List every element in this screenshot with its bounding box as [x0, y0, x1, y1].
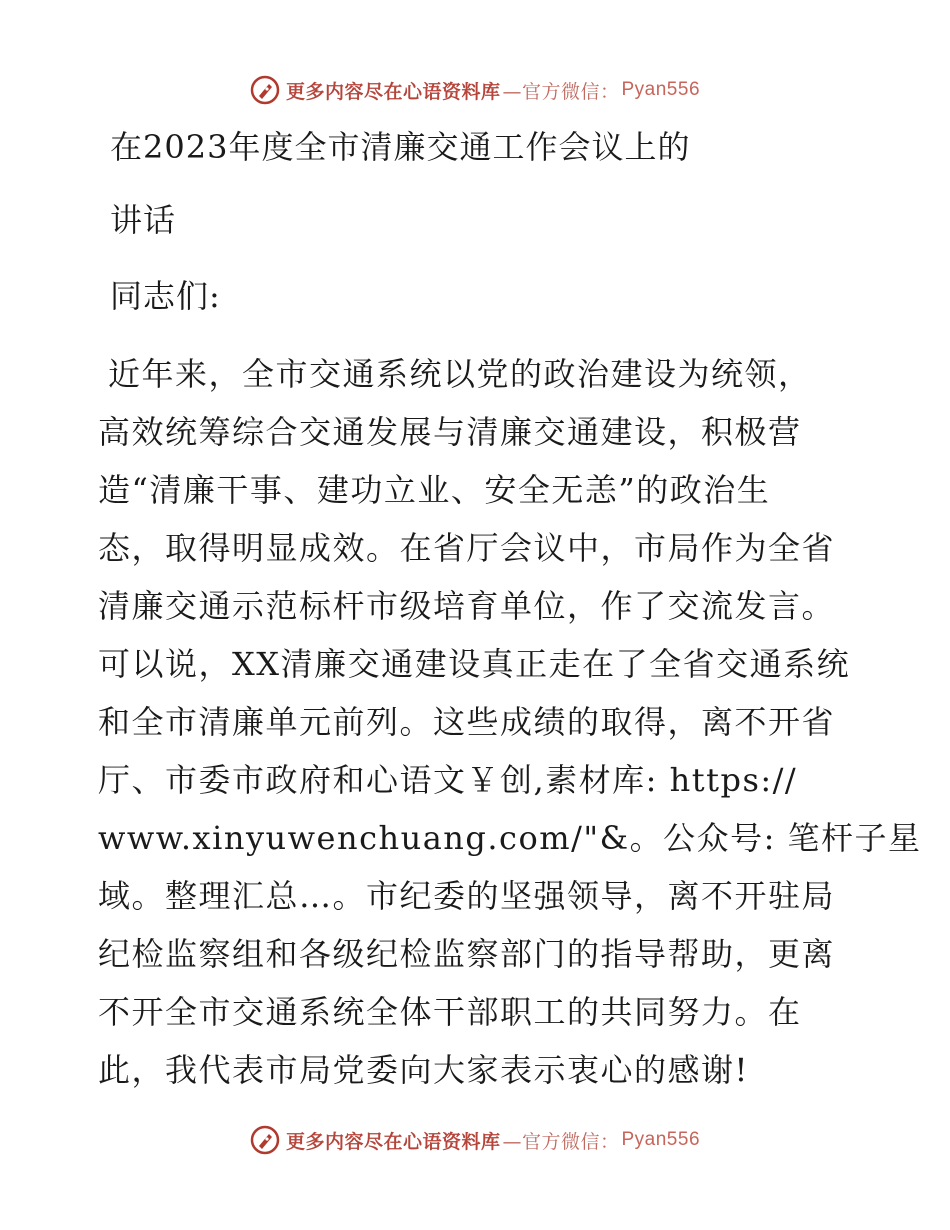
body-line: 不开全市交通系统全体干部职工的共同努力。在 [98, 993, 802, 1031]
body-line: 和全市清廉单元前列。这些成绩的取得，离不开省 [98, 703, 836, 741]
salutation: 同志们: [110, 277, 221, 315]
banner-wechat-id: Pyan556 [621, 1129, 701, 1150]
banner-brand-text: 更多内容尽在心语资料库 [285, 1130, 501, 1153]
banner-official-label: —官方微信： [502, 80, 620, 103]
body-line: 高效统筹综合交通发展与清廉交通建设，积极营 [98, 413, 802, 451]
footer-watermark-banner [0, 1120, 950, 1160]
body-line: 纪检监察组和各级纪检监察部门的指导帮助，更离 [98, 935, 836, 973]
document-title-line-1: 在2023年度全市清廉交通工作会议上的 [110, 128, 691, 166]
body-line: www.xinyuwenchuang.com/"&。公众号: 笔杆子星 [98, 819, 922, 857]
banner-wechat-id: Pyan556 [621, 79, 701, 100]
header-watermark-banner [0, 70, 950, 110]
body-line: 可以说，XX清廉交通建设真正走在了全省交通系统 [98, 645, 851, 683]
document-title-line-2: 讲话 [110, 201, 177, 239]
banner-official-label: —官方微信： [502, 1130, 620, 1153]
body-line: 造“清廉干事、建功立业、安全无恙”的政治生 [98, 471, 771, 509]
body-paragraph [98, 345, 922, 1099]
pen-nib-logo-icon [250, 1125, 280, 1155]
banner-brand-text: 更多内容尽在心语资料库 [285, 80, 501, 103]
body-line: 清廉交通示范标杆市级培育单位，作了交流发言。 [98, 587, 836, 625]
body-line: 近年来，全市交通系统以党的政治建设为统领， [108, 355, 812, 393]
body-line: 厅、市委市政府和心语文￥创,素材库: https:// [98, 761, 798, 799]
body-line: 此，我代表市局党委向大家表示衷心的感谢! [98, 1051, 749, 1089]
pen-nib-logo-icon [250, 75, 280, 105]
body-line: 域。整理汇总…。市纪委的坚强领导，离不开驻局 [98, 877, 836, 915]
body-line: 态，取得明显成效。在省厅会议中，市局作为全省 [98, 529, 836, 567]
